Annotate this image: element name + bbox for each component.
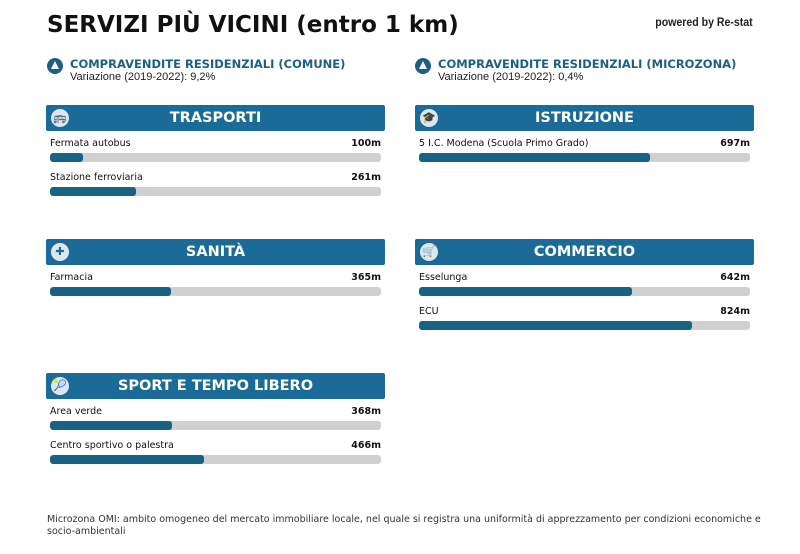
service-item [50, 172, 381, 202]
card-title: SPORT E TEMPO LIBERO [117, 378, 314, 394]
pharmacy-icon: ✚ [51, 243, 69, 261]
stat-subtitle: Variazione (2019-2022): 9,2% [70, 71, 216, 83]
distance-bar-fill [50, 153, 83, 162]
stat-title: COMPRAVENDITE RESIDENZIALI (MICROZONA) [438, 57, 737, 71]
card-sport [46, 373, 385, 451]
stat-title: COMPRAVENDITE RESIDENZIALI (COMUNE) [70, 57, 346, 71]
triangle-up-icon [415, 58, 431, 74]
distance-bar-fill [419, 287, 632, 296]
footnote: Microzona OMI: ambito omogeneo del mercato immobiliare locale, nel quale si registra una uniformità di apprezzamento per condizioni economiche e socio-ambientali [47, 514, 761, 537]
service-name: Stazione ferroviaria [50, 172, 143, 183]
service-name: Area verde [50, 406, 102, 417]
service-item [419, 306, 750, 336]
card-title: ISTRUZIONE [535, 110, 634, 126]
distance-bar-fill [419, 153, 650, 162]
distance-bar-track [419, 153, 750, 162]
card-header [46, 239, 385, 265]
service-name: Centro sportivo o palestra [50, 440, 174, 451]
distance-bar-fill [50, 287, 171, 296]
powered-by: powered by Re-stat [655, 15, 753, 29]
distance-bar-track [50, 187, 381, 196]
service-distance: 100m [351, 138, 381, 149]
service-distance: 697m [720, 138, 750, 149]
tennis-ball-icon: 🎾 [51, 377, 69, 395]
distance-bar-track [419, 321, 750, 330]
service-name: Farmacia [50, 272, 93, 283]
student-icon: 🎓 [420, 109, 438, 127]
card-header [415, 105, 754, 131]
service-item [50, 272, 381, 302]
service-item [50, 440, 381, 470]
service-name: ECU [419, 306, 439, 317]
service-item [50, 406, 381, 436]
card-header [46, 105, 385, 131]
distance-bar-fill [50, 187, 136, 196]
card-sanita [46, 239, 385, 283]
service-distance: 368m [351, 406, 381, 417]
service-distance: 824m [720, 306, 750, 317]
distance-bar-fill [419, 321, 692, 330]
service-item [50, 138, 381, 168]
service-name: Esselunga [419, 272, 468, 283]
distance-bar-track [50, 153, 381, 162]
service-distance: 466m [351, 440, 381, 451]
card-istruzione [415, 105, 754, 149]
service-distance: 642m [720, 272, 750, 283]
card-title: SANITÀ [185, 244, 246, 260]
card-commercio [415, 239, 754, 317]
distance-bar-track [50, 421, 381, 430]
service-name: 5 I.C. Modena (Scuola Primo Grado) [419, 138, 589, 149]
service-distance: 365m [351, 272, 381, 283]
bus-icon: 🚌 [51, 109, 69, 127]
card-header [415, 239, 754, 265]
distance-bar-fill [50, 455, 204, 464]
card-title: COMMERCIO [533, 244, 636, 260]
triangle-up-icon [47, 58, 63, 74]
service-item [419, 272, 750, 302]
distance-bar-track [419, 287, 750, 296]
service-distance: 261m [351, 172, 381, 183]
service-item [419, 138, 750, 168]
shopping-cart-icon: 🛒 [420, 243, 438, 261]
card-title: TRASPORTI [169, 110, 262, 126]
distance-bar-track [50, 287, 381, 296]
distance-bar-track [50, 455, 381, 464]
card-header [46, 373, 385, 399]
card-trasporti [46, 105, 385, 183]
service-name: Fermata autobus [50, 138, 131, 149]
stat-subtitle: Variazione (2019-2022): 0,4% [438, 71, 584, 83]
distance-bar-fill [50, 421, 172, 430]
page-title: SERVIZI PIÙ VICINI (entro 1 km) [47, 12, 459, 38]
